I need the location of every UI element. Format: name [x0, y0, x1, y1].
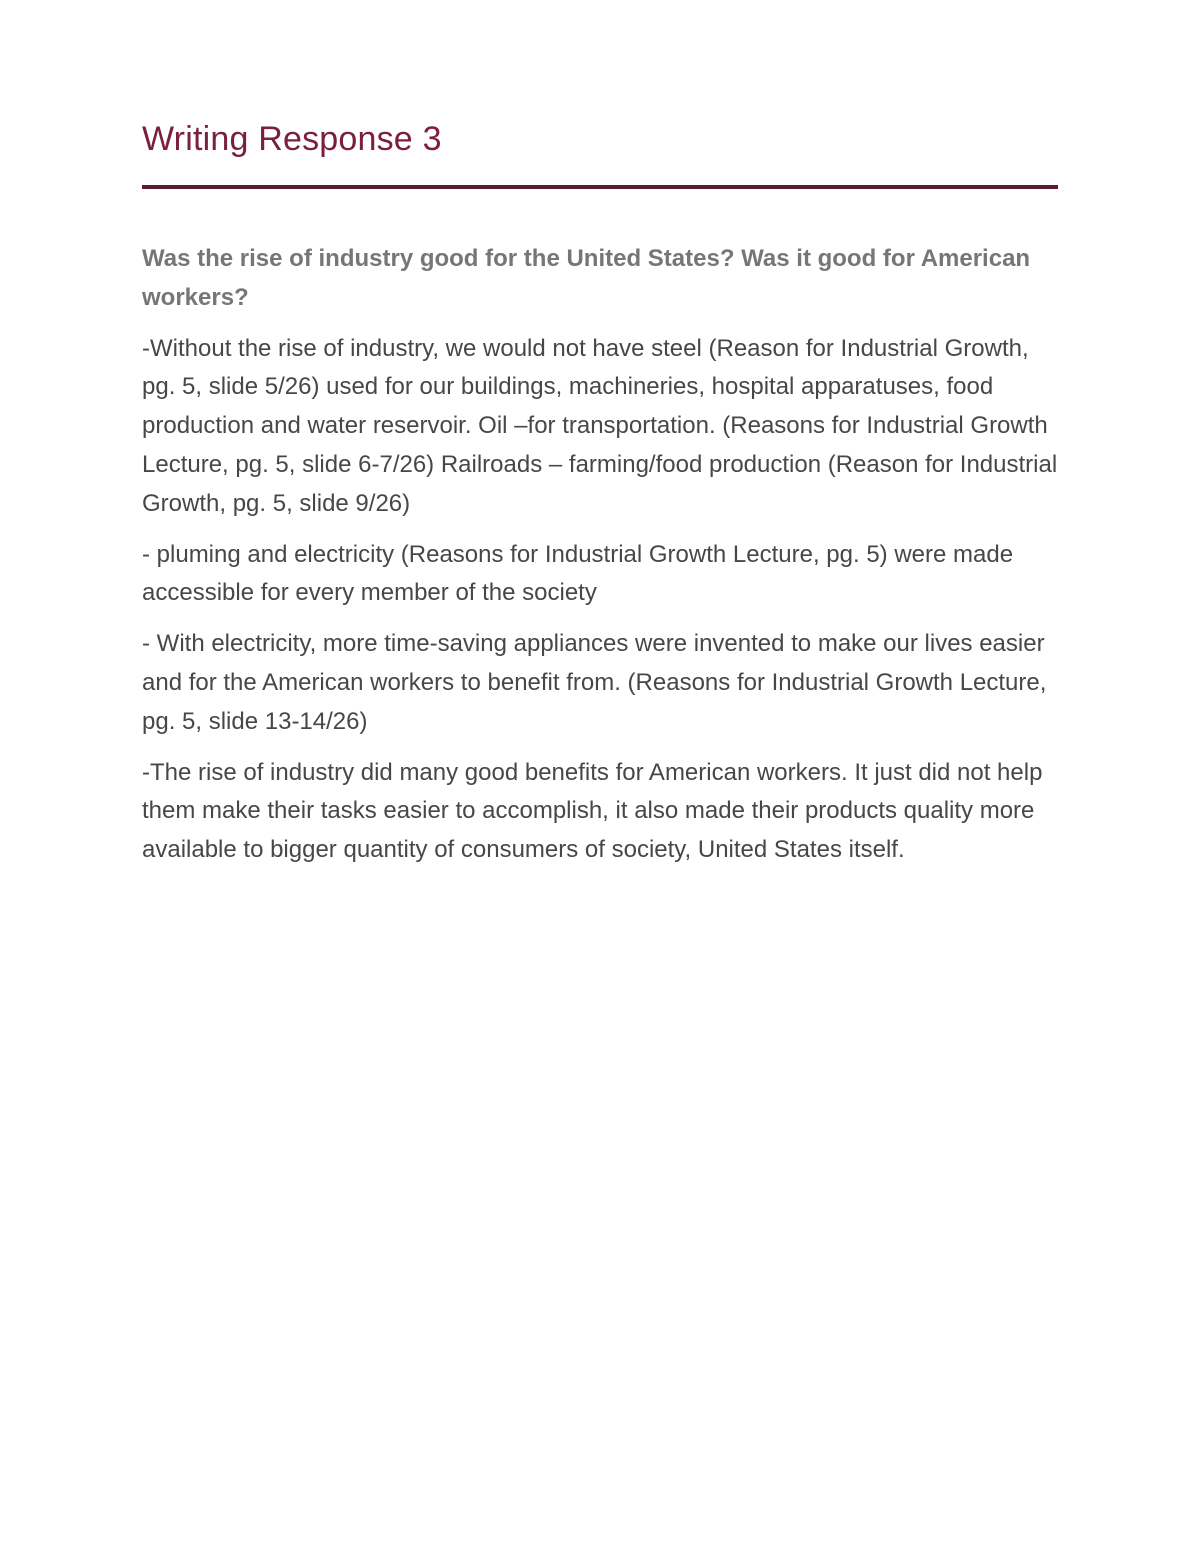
body-paragraph-3: - With electricity, more time-saving appliances were invented to make our lives easier and for the American workers to benefit from. (Reasons for Industrial Growth Lecture, pg. 5, slide 13-14/26) — [142, 630, 1047, 735]
body-paragraph-4: -The rise of industry did many good benefits for American workers. It just did not help them make their tasks easier to accomplish, it also made their products quality more available to bigger quantity of consumers of society, United States itself. — [142, 758, 1043, 864]
body-paragraph-2: - pluming and electricity (Reasons for Industrial Growth Lecture, pg. 5) were made accessible for every member of the society — [142, 540, 1014, 607]
document-body — [142, 240, 1062, 882]
document-title: Writing Response 3 — [142, 120, 442, 158]
title-divider — [142, 185, 1058, 189]
body-paragraph-1: -Without the rise of industry, we would not have steel (Reason for Industrial Growth, pg. 5, slide 5/26) used for our buildings, machineries, hospital apparatuses, food production and water reservoir. Oil –for transportation. (Reasons for Industrial Growth Lecture, pg. 5, slide 6-7/26) Railroads – farming/food production (Reason for Industrial Growth, pg. 5, slide 9/26) — [142, 334, 1058, 517]
question-heading: Was the rise of industry good for the United States? Was it good for American workers? — [142, 245, 1031, 311]
